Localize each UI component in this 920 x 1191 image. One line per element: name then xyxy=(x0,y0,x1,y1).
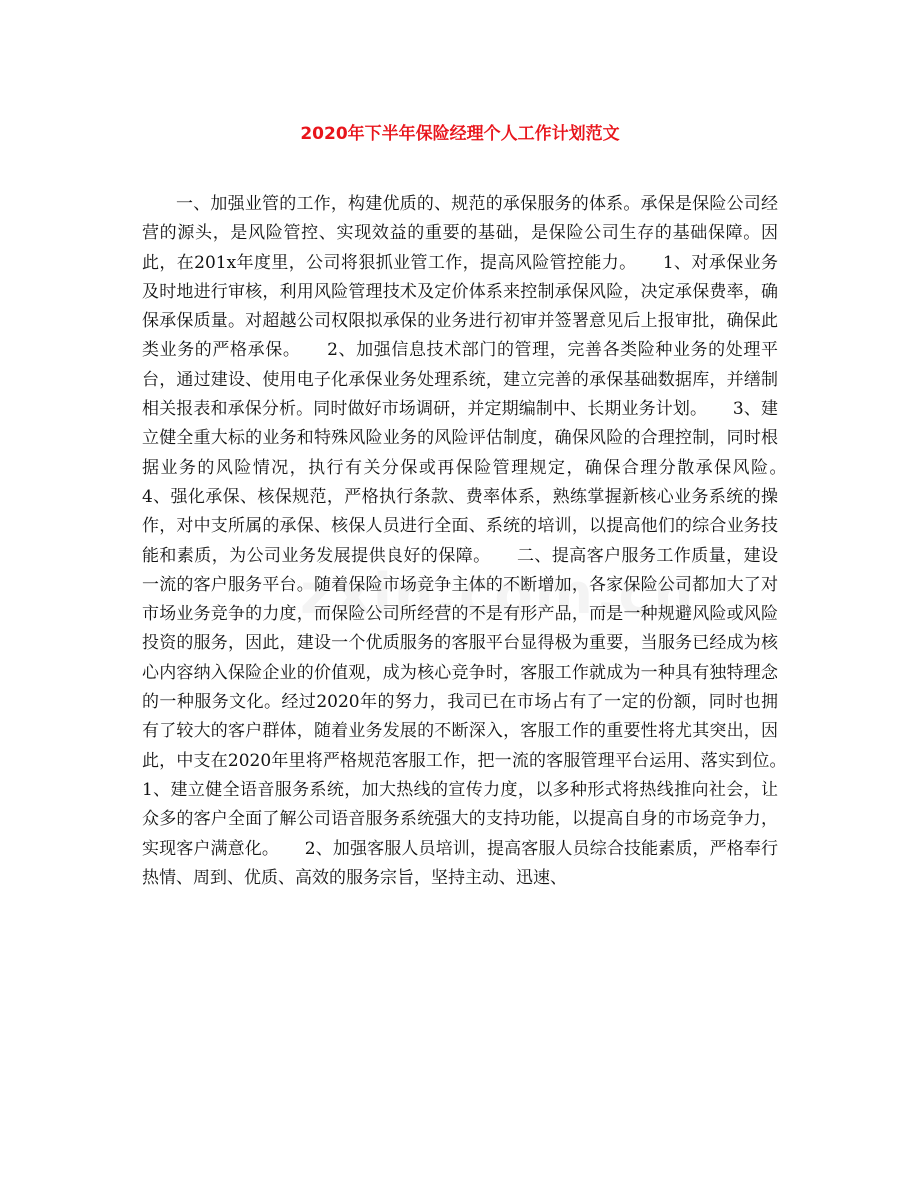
document-title: 2020年下半年保险经理个人工作计划范文 xyxy=(300,124,620,144)
document-body: 一、加强业管的工作，构建优质的、规范的承保服务的体系。承保是保险公司经营的源头，是风险管控、实现效益的重要的基础，是保险公司生存的基础保障。因此，在201x年度里，公司将狠抓业管工作，提高风险管控能力。 1、对承保业务及时地进行审核，利用风险管理技术及定价体系来控制承保风险，决定承保费率，确保承保质量。对超越公司权限拟承保的业务进行初审并签署意见后上报审批，确保此类业务的严格承保。 2、加强信息技术部门的管理，完善各类险种业务的处理平台，通过建设、使用电子化承保业务处理系统，建立完善的承保基础数据库，并缮制相关报表和承保分析。同时做好市场调研，并定期编制中、长期业务计划。 3、建立健全重大标的业务和特殊风险业务的风险评估制度，确保风险的合理控制，同时根据业务的风险情况，执行有关分保或再保险管理规定，确保合理分散承保风险。 4、强化承保、核保规范，严格执行条款、费率体系，熟练掌握新核心业务系统的操作，对中支所属的承保、核保人员进行全面、系统的培训，以提高他们的综合业务技能和素质，为公司业务发展提供良好的保障。 二、提高客户服务工作质量，建设一流的客户服务平台。随着保险市场竞争主体的不断增加，各家保险公司都加大了对市场业务竞争的力度，而保险公司所经营的不是有形产品，而是一种规避风险或风险投资的服务，因此，建设一个优质服务的客服平台显得极为重要，当服务已经成为核心内容纳入保险企业的价值观，成为核心竞争时，客服工作就成为一种具有独特理念的一种服务文化。经过2020年的努力，我司已在市场占有了一定的份额，同时也拥有了较大的客户群体，随着业务发展的不断深入，客服工作的重要性将尤其突出，因此，中支在2020年里将严格规范客服工作，把一流的客服管理平台运用、落实到位。 1、建立健全语音服务系统，加大热线的宣传力度，以多种形式将热线推向社会，让众多的客户全面了解公司语音服务系统强大的支持功能，以提高自身的市场竞争力，实现客户满意化。 2、加强客服人员培训，提高客服人员综合技能素质，严格奉行热情、周到、优质、高效的服务宗旨，坚持主动、迅速、 xyxy=(142,194,812,888)
